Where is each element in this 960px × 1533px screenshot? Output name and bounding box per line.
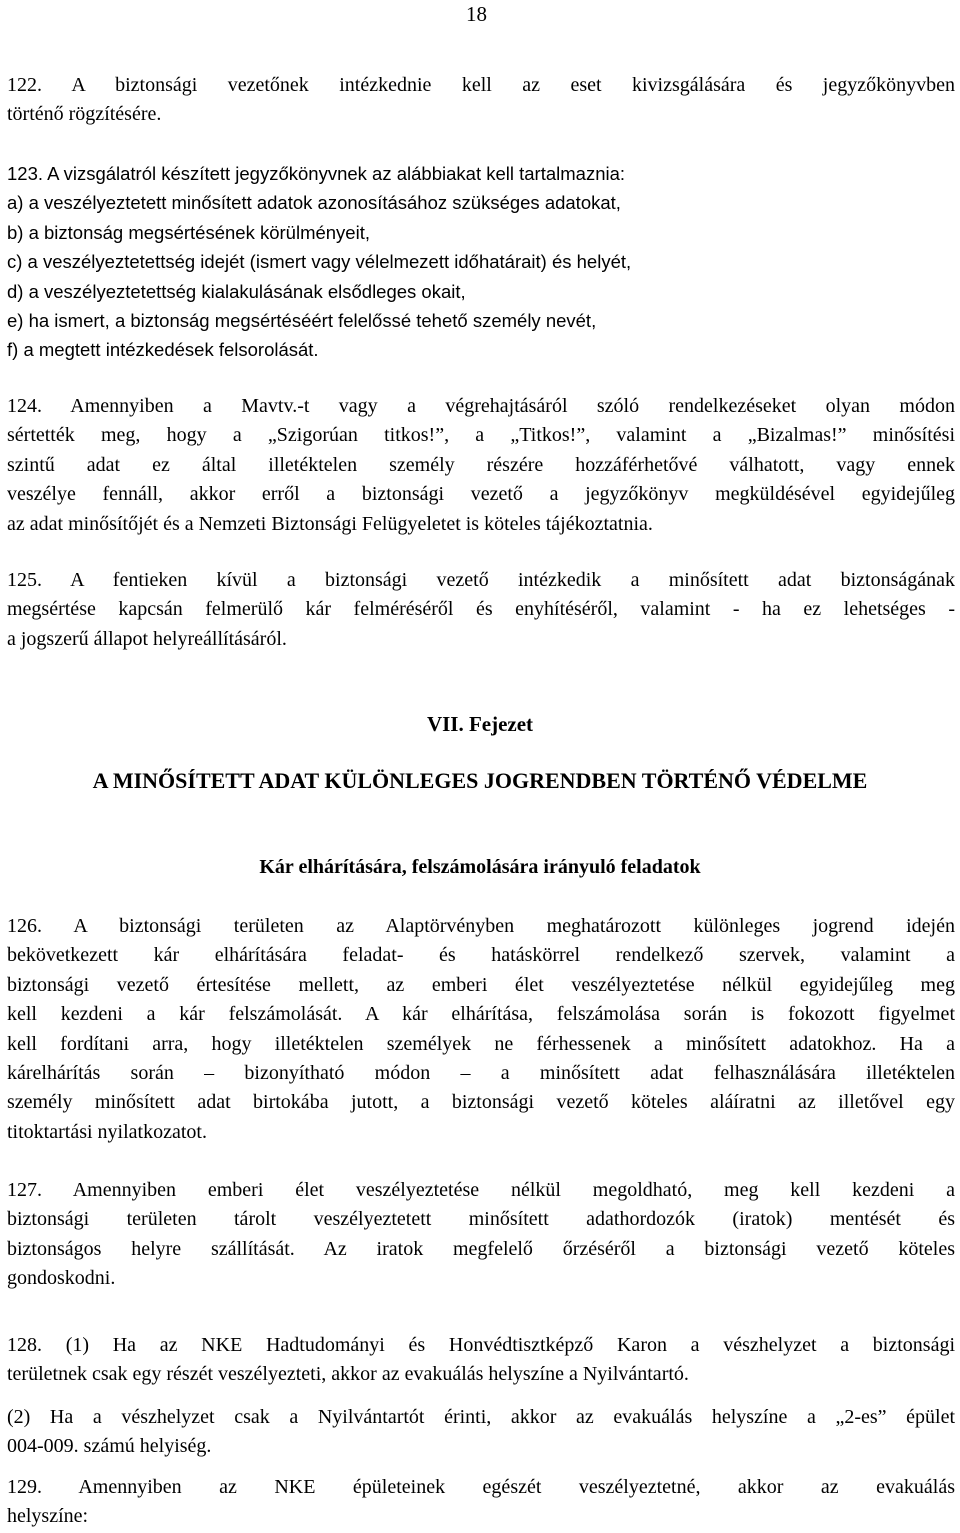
paragraph-line: titoktartási nyilatkozatot. (7, 1120, 207, 1143)
paragraph-line: 129. Amennyiben az NKE épületeinek egészét veszélyeztetné, akkor az evakuálás (7, 1476, 955, 1498)
paragraph-124 (7, 392, 955, 539)
list-item: c) a veszélyeztetettség idejét (ismert vagy vélelmezett időhatárait) és helyét, (7, 251, 632, 273)
paragraph-line: a jogszerű állapot helyreállításáról. (7, 627, 287, 650)
paragraph-line: 128. (1) Ha az NKE Hadtudományi és Honvédtisztképző Karon a vészhelyzet a biztonsági (7, 1334, 955, 1356)
paragraph-128-1 (7, 1331, 955, 1390)
list-item: f) a megtett intézkedések felsorolását. (7, 339, 319, 361)
paragraph-line: gondoskodni. (7, 1267, 116, 1290)
section-subtitle: Kár elhárítására, felszámolására irányuló feladatok (259, 856, 701, 878)
paragraph-line: 127. Amennyiben emberi élet veszélyeztetése nélkül megoldható, meg kell kezdeni a (7, 1179, 955, 1201)
paragraph-line: területnek csak egy részét veszélyezteti, akkor az evakuálás helyszíne a Nyilvántartó. (7, 1363, 689, 1386)
list-item: a) a veszélyeztetett minősített adatok azonosításához szükséges adatokat, (7, 192, 621, 214)
paragraph-intro: 123. A vizsgálatról készített jegyzőkönyvnek az alábbiakat kell tartalmaznia: (7, 163, 626, 184)
paragraph-line: bekövetkezett kár elhárítására feladat- és hatáskörrel rendelkező szervek, valamint a (7, 944, 955, 967)
paragraph-line: biztonsági vezető értesítése mellett, az emberi élet veszélyeztetése nélkül egyidejűleg meg (7, 973, 955, 996)
paragraph-126 (7, 912, 955, 1147)
list-item: e) ha ismert, a biztonság megsértéséért felelőssé tehető személy nevét, (7, 310, 597, 332)
paragraph-122 (7, 71, 955, 130)
paragraph-line: biztonsági területen tárolt veszélyeztetett minősített adathordozók (iratok) mentését és (7, 1208, 955, 1231)
paragraph-line: biztonságos helyre szállítását. Az iratok megfelelő őrzéséről a biztonsági vezető köteles (7, 1237, 955, 1260)
paragraph-line: (2) Ha a vészhelyzet csak a Nyilvántartót érinti, akkor az evakuálás helyszíne a „2-es” épület (7, 1406, 955, 1428)
paragraph-line: sértették meg, hogy a „Szigorúan titkos!”, a „Titkos!”, valamint a „Bizalmas!” minősítési (7, 424, 955, 447)
paragraph-line: 122. A biztonsági vezetőnek intézkednie kell az eset kivizsgálására és jegyzőkönyvben (7, 74, 955, 96)
paragraph-128-2 (7, 1403, 955, 1462)
list-item: d) a veszélyeztetettség kialakulásának elsődleges okait, (7, 280, 466, 302)
paragraph-123 (7, 159, 955, 365)
paragraph-line: megsértése kapcsán felmerülő kár felméréséről és enyhítéséről, valamint - ha ez lehetséges - (7, 598, 955, 621)
paragraph-line: 004-009. számú helyiség. (7, 1435, 212, 1458)
paragraph-line: helyszíne: (7, 1505, 89, 1528)
paragraph-line: történő rögzítésére. (7, 103, 162, 126)
paragraph-line: az adat minősítőjét és a Nemzeti Biztonsági Felügyeletet is köteles tájékoztatnia. (7, 512, 653, 535)
paragraph-line: kárelhárítás során – bizonyítható módon – a minősített adat felhasználására illetéktelen (7, 1062, 955, 1085)
chapter-title: A MINŐSÍTETT ADAT KÜLÖNLEGES JOGRENDBEN TÖRTÉNŐ VÉDELME (92, 768, 868, 793)
paragraph-line: 124. Amennyiben a Mavtv.-t vagy a végrehajtásáról szóló rendelkezéseket olyan módon (7, 395, 955, 417)
paragraph-line: személy minősített adat birtokába jutott, a biztonsági vezető köteles aláíratni az illetővel egy (7, 1091, 955, 1114)
paragraph-line: szintű adat ez által illetéktelen személy részére hozzáférhetővé válhatott, vagy ennek (7, 453, 955, 476)
paragraph-line: 125. A fentieken kívül a biztonsági vezető intézkedik a minősített adat biztonságának (7, 569, 955, 591)
page-number: 18 (466, 2, 487, 26)
list-item: b) a biztonság megsértésének körülményeit, (7, 221, 370, 243)
paragraph-line: kell kezdeni a kár felszámolását. A kár elhárítása, felszámolása során is fokozott figyelmet (7, 1003, 955, 1026)
paragraph-line: veszélye fennáll, akkor erről a biztonsági vezető a jegyzőkönyv megküldésével egyidejűleg (7, 483, 955, 506)
paragraph-125 (7, 566, 955, 654)
chapter-number: VII. Fejezet (426, 712, 534, 736)
paragraph-129 (7, 1473, 955, 1532)
paragraph-line: kell fordítani arra, hogy illetéktelen személyek ne férhessenek a minősített adatokhoz. Ha a (7, 1032, 955, 1055)
paragraph-line: 126. A biztonsági területen az Alaptörvényben meghatározott különleges jogrend idején (7, 915, 955, 937)
paragraph-127 (7, 1176, 955, 1294)
